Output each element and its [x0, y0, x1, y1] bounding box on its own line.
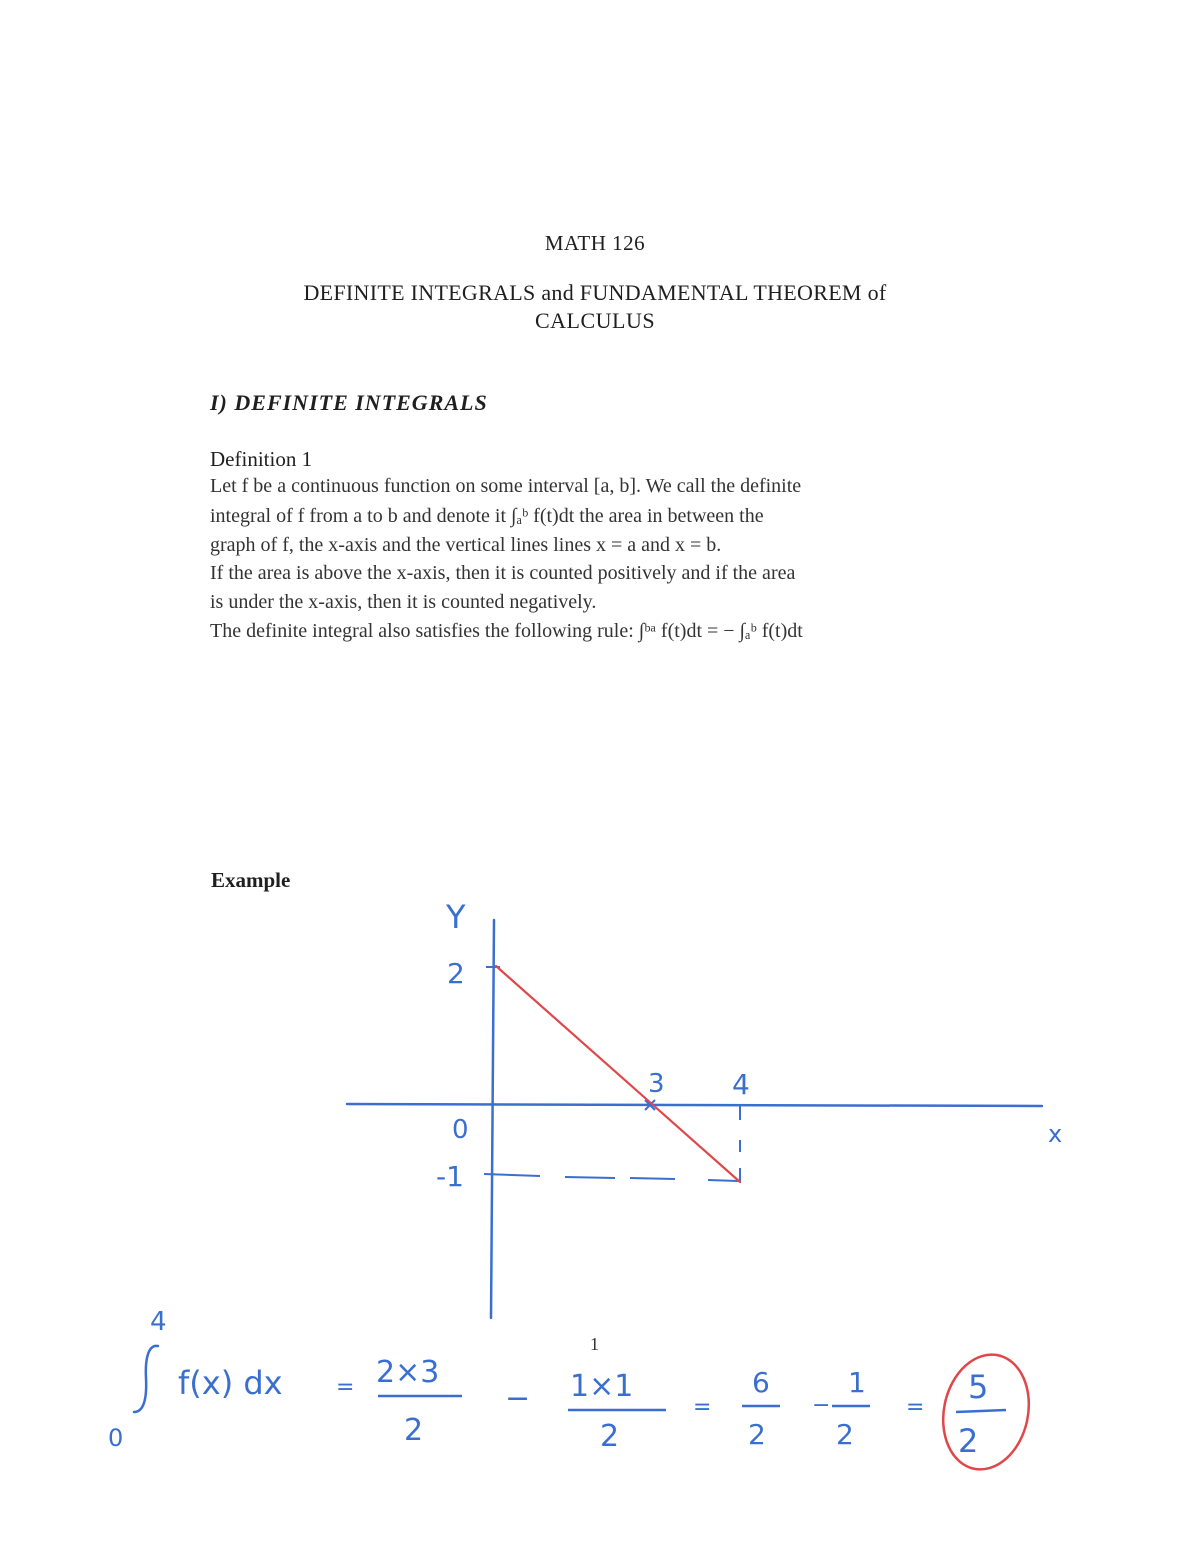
result-numerator: 5: [968, 1368, 989, 1406]
minus-sign-1: −: [505, 1381, 531, 1416]
x-axis: [347, 1104, 1042, 1106]
definition-line-1: Let f be a continuous function on some interval [a, b]. We call the definite: [210, 475, 802, 497]
section-heading: I) DEFINITE INTEGRALS: [210, 390, 488, 415]
fraction-2-denominator: 2: [600, 1419, 620, 1454]
course-title: MATH 126: [544, 231, 646, 255]
y-tick-2-label: 2: [447, 957, 465, 990]
integral-sign-icon: [134, 1346, 158, 1412]
integrand: f(x) dx: [178, 1364, 283, 1402]
y-neg1-guide-line-b: [565, 1177, 615, 1178]
fraction-4-denominator: 2: [836, 1418, 854, 1451]
definition-line-4: If the area is above the x-axis, then it is counted positively and if the area: [210, 562, 796, 584]
fraction-1-numerator: 2×3: [376, 1355, 440, 1390]
y-neg1-guide-line-c: [630, 1178, 675, 1179]
function-line: [496, 966, 740, 1182]
page-number: 1: [590, 1334, 599, 1354]
result-bar: [956, 1410, 1006, 1412]
minus-sign-2: −: [812, 1393, 831, 1418]
equals-sign-2: =: [693, 1395, 712, 1420]
definition-line-6: The definite integral also satisfies the following rule: ∫ᵇᵃ f(t)dt = − ∫ₐᵇ f(t)dt: [210, 620, 803, 642]
definition-line-3: graph of f, the x-axis and the vertical lines lines x = a and x = b.: [210, 534, 722, 556]
fraction-4-numerator: 1: [848, 1366, 866, 1399]
fraction-3-denominator: 2: [748, 1418, 766, 1451]
fraction-2-numerator: 1×1: [570, 1369, 634, 1404]
y-tick-neg1-label: -1: [436, 1160, 464, 1193]
fraction-1-denominator: 2: [404, 1413, 424, 1448]
document-title-line-1: DEFINITE INTEGRALS and FUNDAMENTAL THEOREM of: [303, 280, 887, 305]
integral-upper-limit: 4: [150, 1307, 167, 1337]
example-heading: Example: [211, 868, 291, 892]
x-tick-3-label: 3: [648, 1069, 665, 1099]
y-axis-label: Y: [446, 898, 466, 936]
result-denominator: 2: [958, 1422, 979, 1460]
equals-sign-1: =: [336, 1375, 355, 1400]
x-axis-label: x: [1048, 1120, 1063, 1148]
integral-lower-limit: 0: [108, 1424, 124, 1452]
fraction-3-numerator: 6: [752, 1366, 770, 1399]
y-neg1-guide-line-d: [708, 1180, 738, 1181]
definition-heading: Definition 1: [210, 447, 313, 471]
document-title-line-2: CALCULUS: [534, 308, 656, 333]
origin-label: 0: [452, 1115, 469, 1145]
equals-sign-3: =: [906, 1395, 925, 1420]
x-tick-4-label: 4: [732, 1068, 750, 1101]
y-axis: [491, 920, 494, 1318]
definition-line-5: is under the x-axis, then it is counted negatively.: [210, 591, 597, 613]
definition-line-2: integral of f from a to b and denote it ∫ₐᵇ f(t)dt the area in between the: [210, 505, 764, 527]
